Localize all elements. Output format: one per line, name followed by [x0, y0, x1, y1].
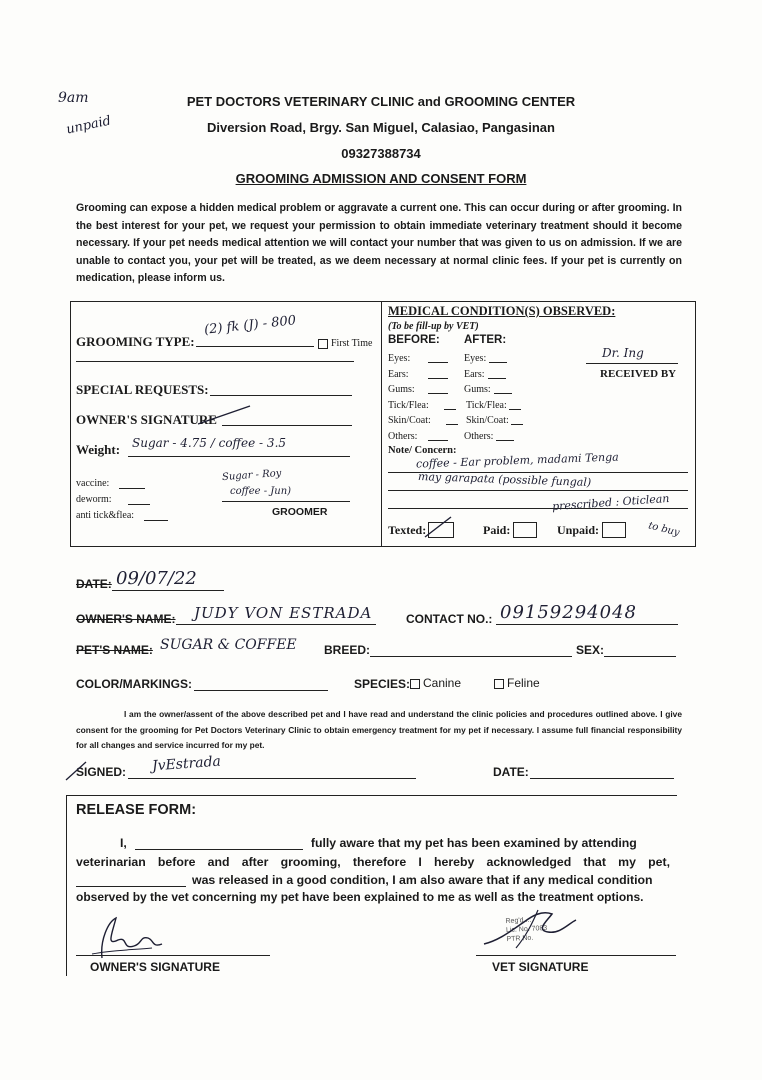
owner-signature-mark: [196, 402, 256, 428]
release-line3: [76, 873, 670, 887]
before-skincoat: Skin/Coat:: [388, 415, 431, 427]
after-others: Others:: [464, 430, 494, 442]
owner-name-label: OWNER'S NAME:: [76, 612, 176, 626]
received-by-label: RECEIVED BY: [600, 368, 677, 380]
clinic-phone: 09327388734: [341, 146, 421, 161]
row-others: [388, 429, 548, 445]
color-line[interactable]: [194, 690, 328, 691]
texted-check: [421, 515, 455, 541]
after-gums-line[interactable]: [494, 382, 512, 394]
row-skincoat: [388, 413, 548, 429]
weight-line: [128, 456, 350, 457]
pet-name-label: PET'S NAME:: [76, 643, 153, 657]
row-tickflea: [388, 398, 548, 414]
canine-option[interactable]: [410, 676, 461, 690]
after-eyes-line[interactable]: [489, 351, 507, 363]
row-eyes: [388, 351, 548, 367]
pet-name-value[interactable]: SUGAR & COFFEE: [160, 637, 297, 653]
before-gums-line[interactable]: [428, 382, 448, 394]
after-tickflea-line[interactable]: [509, 398, 521, 410]
signed-strike: [64, 760, 90, 782]
note-line-3: [388, 508, 688, 509]
form-title: GROOMING ADMISSION AND CONSENT FORM: [235, 171, 527, 186]
grooming-type-line: [196, 346, 314, 347]
margin-note-status: unpaid: [64, 113, 113, 138]
feline-option[interactable]: [494, 676, 540, 690]
breed-line[interactable]: [370, 656, 572, 657]
feline-label: Feline: [507, 676, 540, 690]
release-l1b: fully aware that my pet has been examined by attending: [310, 836, 637, 850]
note-text-1[interactable]: coffee - Ear problem, madami Tenga: [415, 450, 619, 471]
paid-field[interactable]: [483, 522, 537, 538]
signed-signature: JvEstrada: [151, 753, 222, 775]
clinic-name: PET DOCTORS VETERINARY CLINIC and GROOMING CENTER: [186, 94, 576, 109]
row-ears: [388, 367, 548, 383]
clinic-address: Diversion Road, Brgy. San Miguel, Calasiao, Pangasinan: [207, 120, 555, 135]
paid-box[interactable]: [513, 522, 537, 538]
before-ears-line[interactable]: [428, 367, 448, 379]
note-label: Note/ Concern:: [388, 445, 457, 456]
after-skincoat: Skin/Coat:: [466, 415, 509, 427]
deworm-label: deworm:: [76, 494, 112, 505]
owner-name-value[interactable]: JUDY VON ESTRADA: [194, 604, 373, 622]
contact-label: CONTACT NO.:: [406, 612, 493, 626]
stamp-line-1: Reg'd ...: [505, 916, 532, 926]
contact-value[interactable]: 09159294048: [500, 602, 637, 623]
deworm-line[interactable]: [128, 504, 150, 505]
owner-name-line: [176, 624, 376, 625]
vet-sig-line[interactable]: [476, 955, 676, 956]
antitick-line[interactable]: [144, 520, 168, 521]
note-line-2: [388, 490, 688, 491]
after-gums: Gums:: [464, 384, 491, 396]
after-ears: Ears:: [464, 368, 485, 380]
note-text-3[interactable]: prescribed : Oticlean: [551, 491, 670, 514]
before-eyes: Eyes:: [388, 353, 411, 364]
release-line4: observed by the vet concerning my pet have been explained to me as well as the treatment options.: [76, 890, 644, 904]
medical-subtitle: (To be fill-up by VET): [388, 321, 479, 332]
after-tickflea: Tick/Flea:: [466, 399, 507, 411]
grooming-type-label: GROOMING TYPE:: [76, 334, 195, 349]
vaccine-label: vaccine:: [76, 478, 110, 489]
after-others-line[interactable]: [496, 429, 514, 441]
received-name: Dr. Ing: [602, 346, 644, 360]
grooming-type-value[interactable]: (2) fk (J) - 800: [203, 313, 297, 338]
date-line: [112, 590, 224, 591]
grooming-type-line2: [76, 361, 354, 362]
row-gums: [388, 382, 548, 398]
owner-signature-label: OWNER'S SIGNATURE: [76, 412, 217, 427]
before-tickflea-line[interactable]: [444, 398, 456, 410]
medical-title: MEDICAL CONDITION(S) OBSERVED:: [388, 304, 616, 318]
unpaid-field[interactable]: [557, 522, 626, 538]
before-ears: Ears:: [388, 368, 409, 380]
signed-label: SIGNED:: [76, 765, 127, 779]
after-eyes: Eyes:: [464, 353, 487, 364]
signed-date-label: DATE:: [493, 765, 529, 779]
intro-paragraph: Grooming can expose a hidden medical problem or aggravate a current one. This can occur during or after grooming. In the best interest for your pet, we request your permission to obtain immediate veterinary treatment should it become necessary. If your pet needs medical attention we will contact your number that was given to us on admission. If we are unable to contact you, your pet will be treated, as we deem necessary at normal clinic fees. If your pet is currently on medication, please inform us.: [76, 202, 682, 284]
first-time-checkbox[interactable]: [318, 338, 372, 349]
note-text-4[interactable]: to buy: [647, 520, 681, 539]
weight-value[interactable]: Sugar - 4.75 / coffee - 3.5: [132, 436, 287, 450]
texted-box[interactable]: [428, 522, 454, 538]
margin-note-time: 9am: [58, 90, 89, 106]
received-line[interactable]: [586, 363, 678, 364]
after-label: AFTER:: [464, 334, 507, 346]
texted-label: Texted:: [388, 522, 427, 537]
vaccine-line[interactable]: [119, 488, 145, 489]
before-skincoat-line[interactable]: [446, 413, 458, 425]
after-skincoat-line[interactable]: [511, 413, 523, 425]
unpaid-label: Unpaid:: [557, 522, 600, 537]
release-line1: [76, 836, 670, 850]
owner-release-sig-label: OWNER'S SIGNATURE: [90, 960, 220, 974]
canine-label: Canine: [423, 676, 462, 690]
texted-field[interactable]: [388, 522, 454, 538]
groomer-note-2: coffee - Jun): [230, 486, 292, 497]
color-label: COLOR/MARKINGS:: [76, 677, 192, 691]
signed-line[interactable]: [128, 778, 416, 779]
release-l3: was released in a good condition, I am also aware that if any medical condition: [192, 873, 653, 887]
weight-label: Weight:: [76, 442, 121, 457]
owner-release-sig-line[interactable]: [76, 955, 270, 956]
release-pet-line[interactable]: [76, 873, 186, 887]
release-i: I,: [120, 836, 127, 850]
before-others-line[interactable]: [428, 429, 448, 441]
signed-date-line[interactable]: [530, 778, 674, 779]
groomer-line[interactable]: [222, 501, 350, 502]
groomer-note-1: Sugar - Roy: [221, 467, 282, 484]
unpaid-box[interactable]: [602, 522, 626, 538]
note-text-2[interactable]: may garapata (possible fungal): [417, 469, 592, 490]
before-gums: Gums:: [388, 384, 415, 396]
first-time-label: First Time: [331, 338, 373, 349]
antitick-label: anti tick&flea:: [76, 510, 135, 521]
stamp-line-3: PTR No.: [506, 934, 534, 944]
species-label: SPECIES:: [354, 677, 411, 691]
date-label: DATE:: [76, 577, 112, 591]
paid-label: Paid:: [483, 522, 511, 537]
groomer-label: GROOMER: [272, 506, 328, 518]
after-ears-line[interactable]: [488, 367, 506, 379]
vet-signature: [476, 900, 586, 952]
sex-line[interactable]: [604, 656, 676, 657]
release-title: RELEASE FORM:: [76, 802, 197, 818]
stamp-line-2: Lic. No. 7083: [505, 924, 548, 935]
date-value[interactable]: 09/07/22: [116, 568, 197, 589]
sex-label: SEX:: [576, 643, 605, 657]
release-name-line[interactable]: [135, 836, 303, 850]
consent-paragraph: I am the owner/assent of the above described pet and I have read and understand the clinic policies and procedures outlined above. I give consent for the grooming for Pet Doctors Veterinary Clinic to obtain emergency treatment for my pet if necessary. I assume full financial responsibility for all changes and service incurred for my pet.: [76, 709, 682, 750]
contact-line: [496, 624, 678, 625]
before-eyes-line[interactable]: [428, 351, 448, 363]
special-requests-line[interactable]: [210, 395, 352, 396]
box-divider: [381, 302, 382, 546]
before-label: BEFORE:: [388, 334, 440, 346]
medical-rows: [388, 351, 548, 445]
release-line2: veterinarian before and after grooming, therefore I hereby acknowledged that my pet,: [76, 855, 670, 869]
special-requests-label: SPECIAL REQUESTS:: [76, 382, 209, 397]
breed-label: BREED:: [324, 643, 371, 657]
before-others: Others:: [388, 430, 418, 442]
vet-sig-label: VET SIGNATURE: [492, 960, 589, 974]
before-tickflea: Tick/Flea:: [388, 399, 429, 411]
